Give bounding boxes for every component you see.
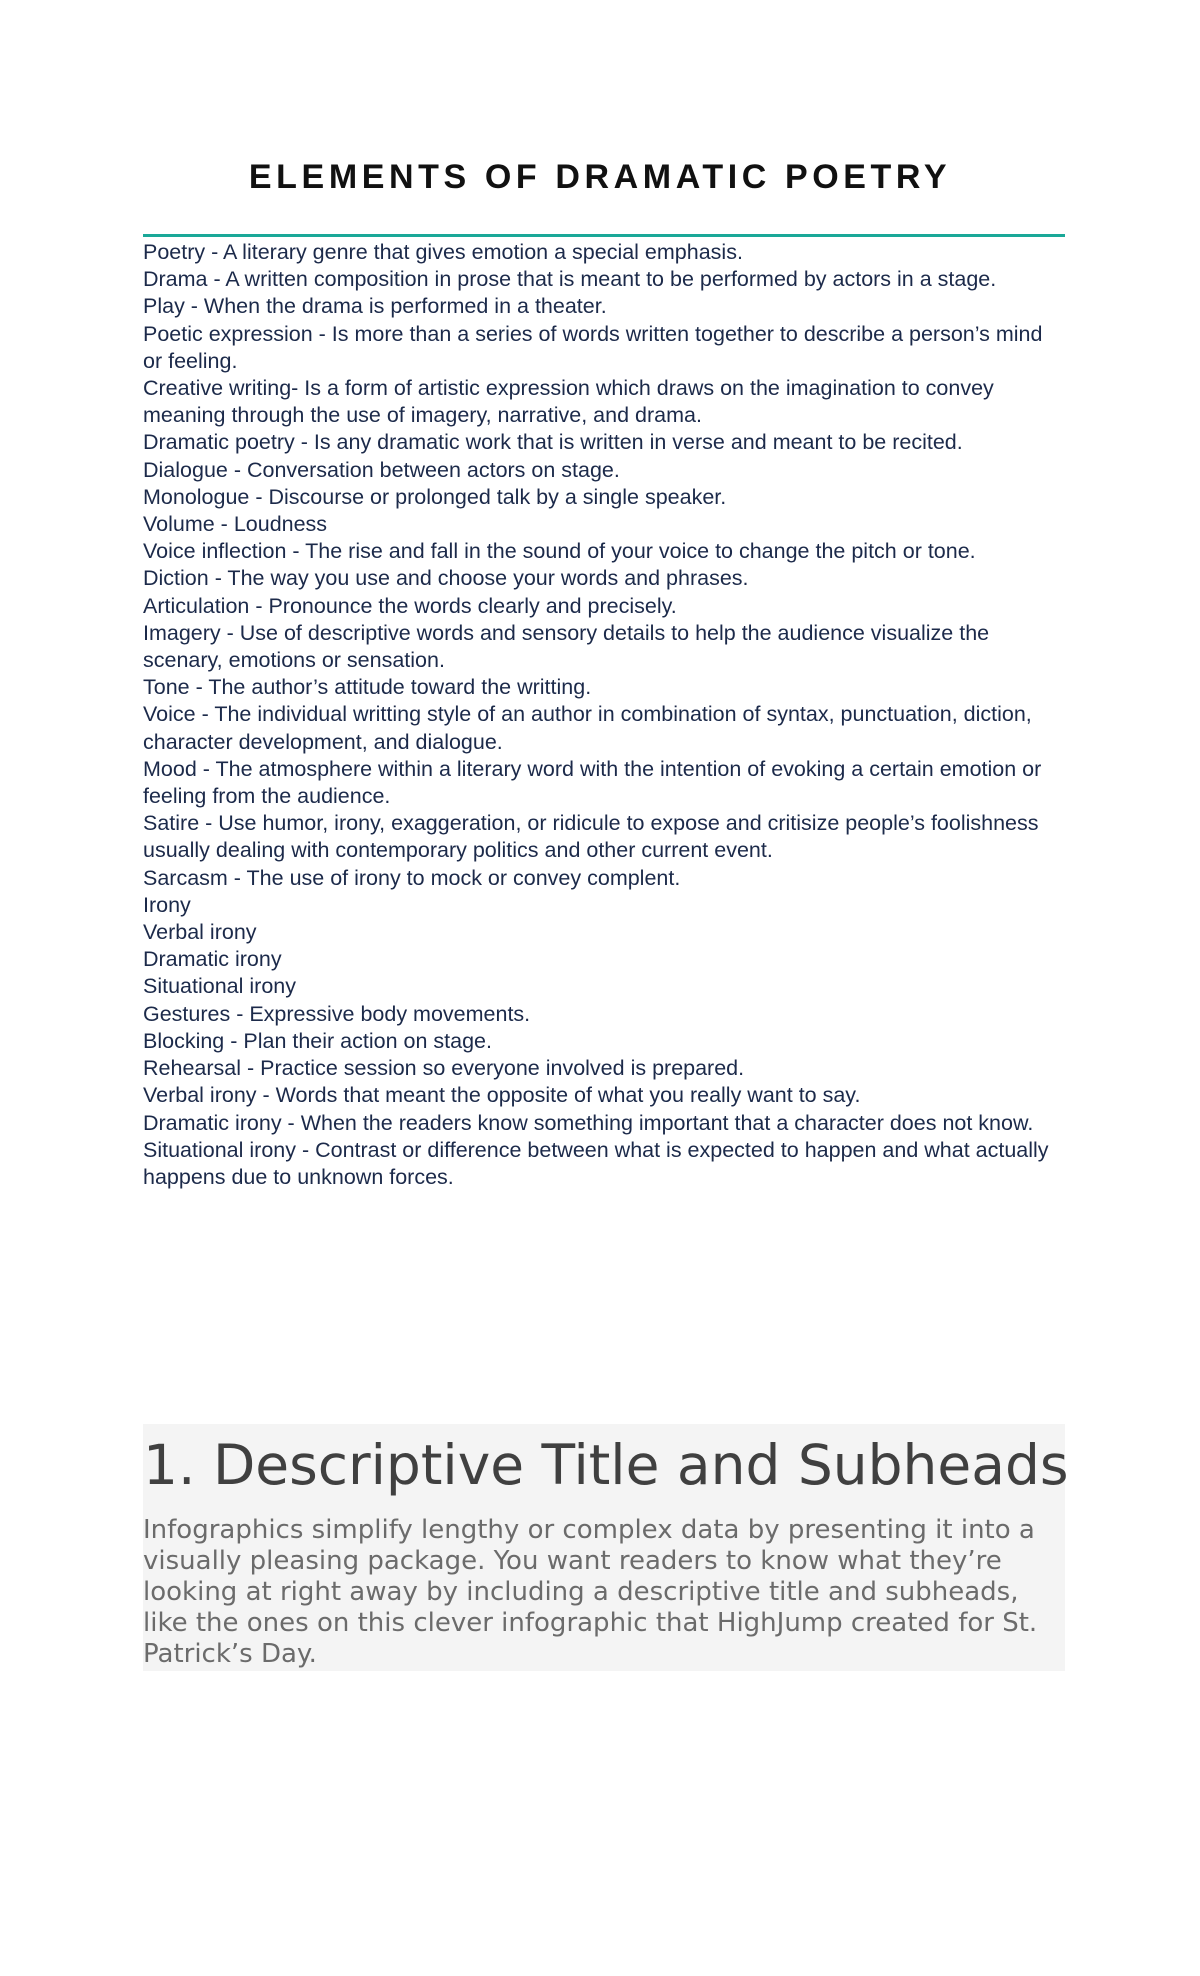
list-item: Monologue - Discourse or prolonged talk by a single speaker. xyxy=(143,484,727,509)
infographic-section xyxy=(143,1424,1069,1671)
list-item: Diction - The way you use and choose your words and phrases. xyxy=(143,566,749,591)
list-item: Imagery - Use of descriptive words and sensory details to help the audience visualize the scenary, emotions or sensation. xyxy=(143,620,990,673)
list-item: Blocking - Plan their action on stage. xyxy=(143,1028,492,1053)
list-item: Articulation - Pronounce the words clearly and precisely. xyxy=(143,593,677,618)
definitions-list xyxy=(143,239,1065,1191)
list-item: Satire - Use humor, irony, exaggeration, or ridicule to expose and critisize people’s foolishness usually dealing with contemporary politics and other current event. xyxy=(143,811,1039,863)
list-item: Rehearsal - Practice session so everyone involved is prepared. xyxy=(143,1056,745,1081)
list-item: Voice - The individual writting style of an author in combination of syntax, punctuation, diction, character development, and dialogue. xyxy=(143,702,1032,754)
list-item: Gestures - Expressive body movements. xyxy=(143,1001,531,1026)
list-item: Voice inflection - The rise and fall in the sound of your voice to change the pitch or tone. xyxy=(143,539,976,564)
list-item: Dialogue - Conversation between actors on stage. xyxy=(143,457,620,482)
list-item: Sarcasm - The use of irony to mock or convey complent. xyxy=(143,865,681,890)
section-heading: 1. Descriptive Title and Subheads xyxy=(143,1433,1069,1497)
list-item: Dramatic irony - When the readers know something important that a character does not know. xyxy=(143,1110,1034,1135)
list-item: Volume - Loudness xyxy=(143,512,328,537)
list-item: Dramatic poetry - Is any dramatic work that is written in verse and meant to be recited. xyxy=(143,430,963,455)
list-item: Creative writing- Is a form of artistic expression which draws on the imagination to convey meaning through the use of imagery, narrative, and drama. xyxy=(143,376,994,428)
list-item: Situational irony - Contrast or difference between what is expected to happen and what actually happens due to unknown forces. xyxy=(143,1137,1049,1189)
list-item: Poetry - A literary genre that gives emotion a special emphasis. xyxy=(143,240,743,264)
list-item: Situational irony xyxy=(143,974,296,999)
list-item: Verbal irony xyxy=(143,920,257,945)
section-body: Infographics simplify lengthy or complex data by presenting it into a visually pleasing package. You want readers to know what they’re looking at right away by including a descriptive title and subheads, like the ones on this clever infographic that HighJump created for St. Patrick’s Day. xyxy=(143,1515,1038,1669)
list-item: Mood - The atmosphere within a literary word with the intention of evoking a certain emotion or feeling from the audience. xyxy=(143,756,1042,809)
list-item: Drama - A written composition in prose that is meant to be performed by actors in a stage. xyxy=(143,267,997,292)
list-item: Poetic expression - Is more than a series of words written together to describe a person’s mind or feeling. xyxy=(143,321,1043,373)
document-title: ELEMENTS OF DRAMATIC POETRY xyxy=(248,158,952,196)
list-item: Dramatic irony xyxy=(143,947,282,972)
title-underline xyxy=(143,234,1065,237)
list-item: Play - When the drama is performed in a theater. xyxy=(143,294,607,319)
list-item: Irony xyxy=(143,892,191,917)
list-item: Tone - The author’s attitude toward the writting. xyxy=(143,675,592,700)
list-item: Verbal irony - Words that meant the opposite of what you really want to say. xyxy=(143,1083,861,1108)
